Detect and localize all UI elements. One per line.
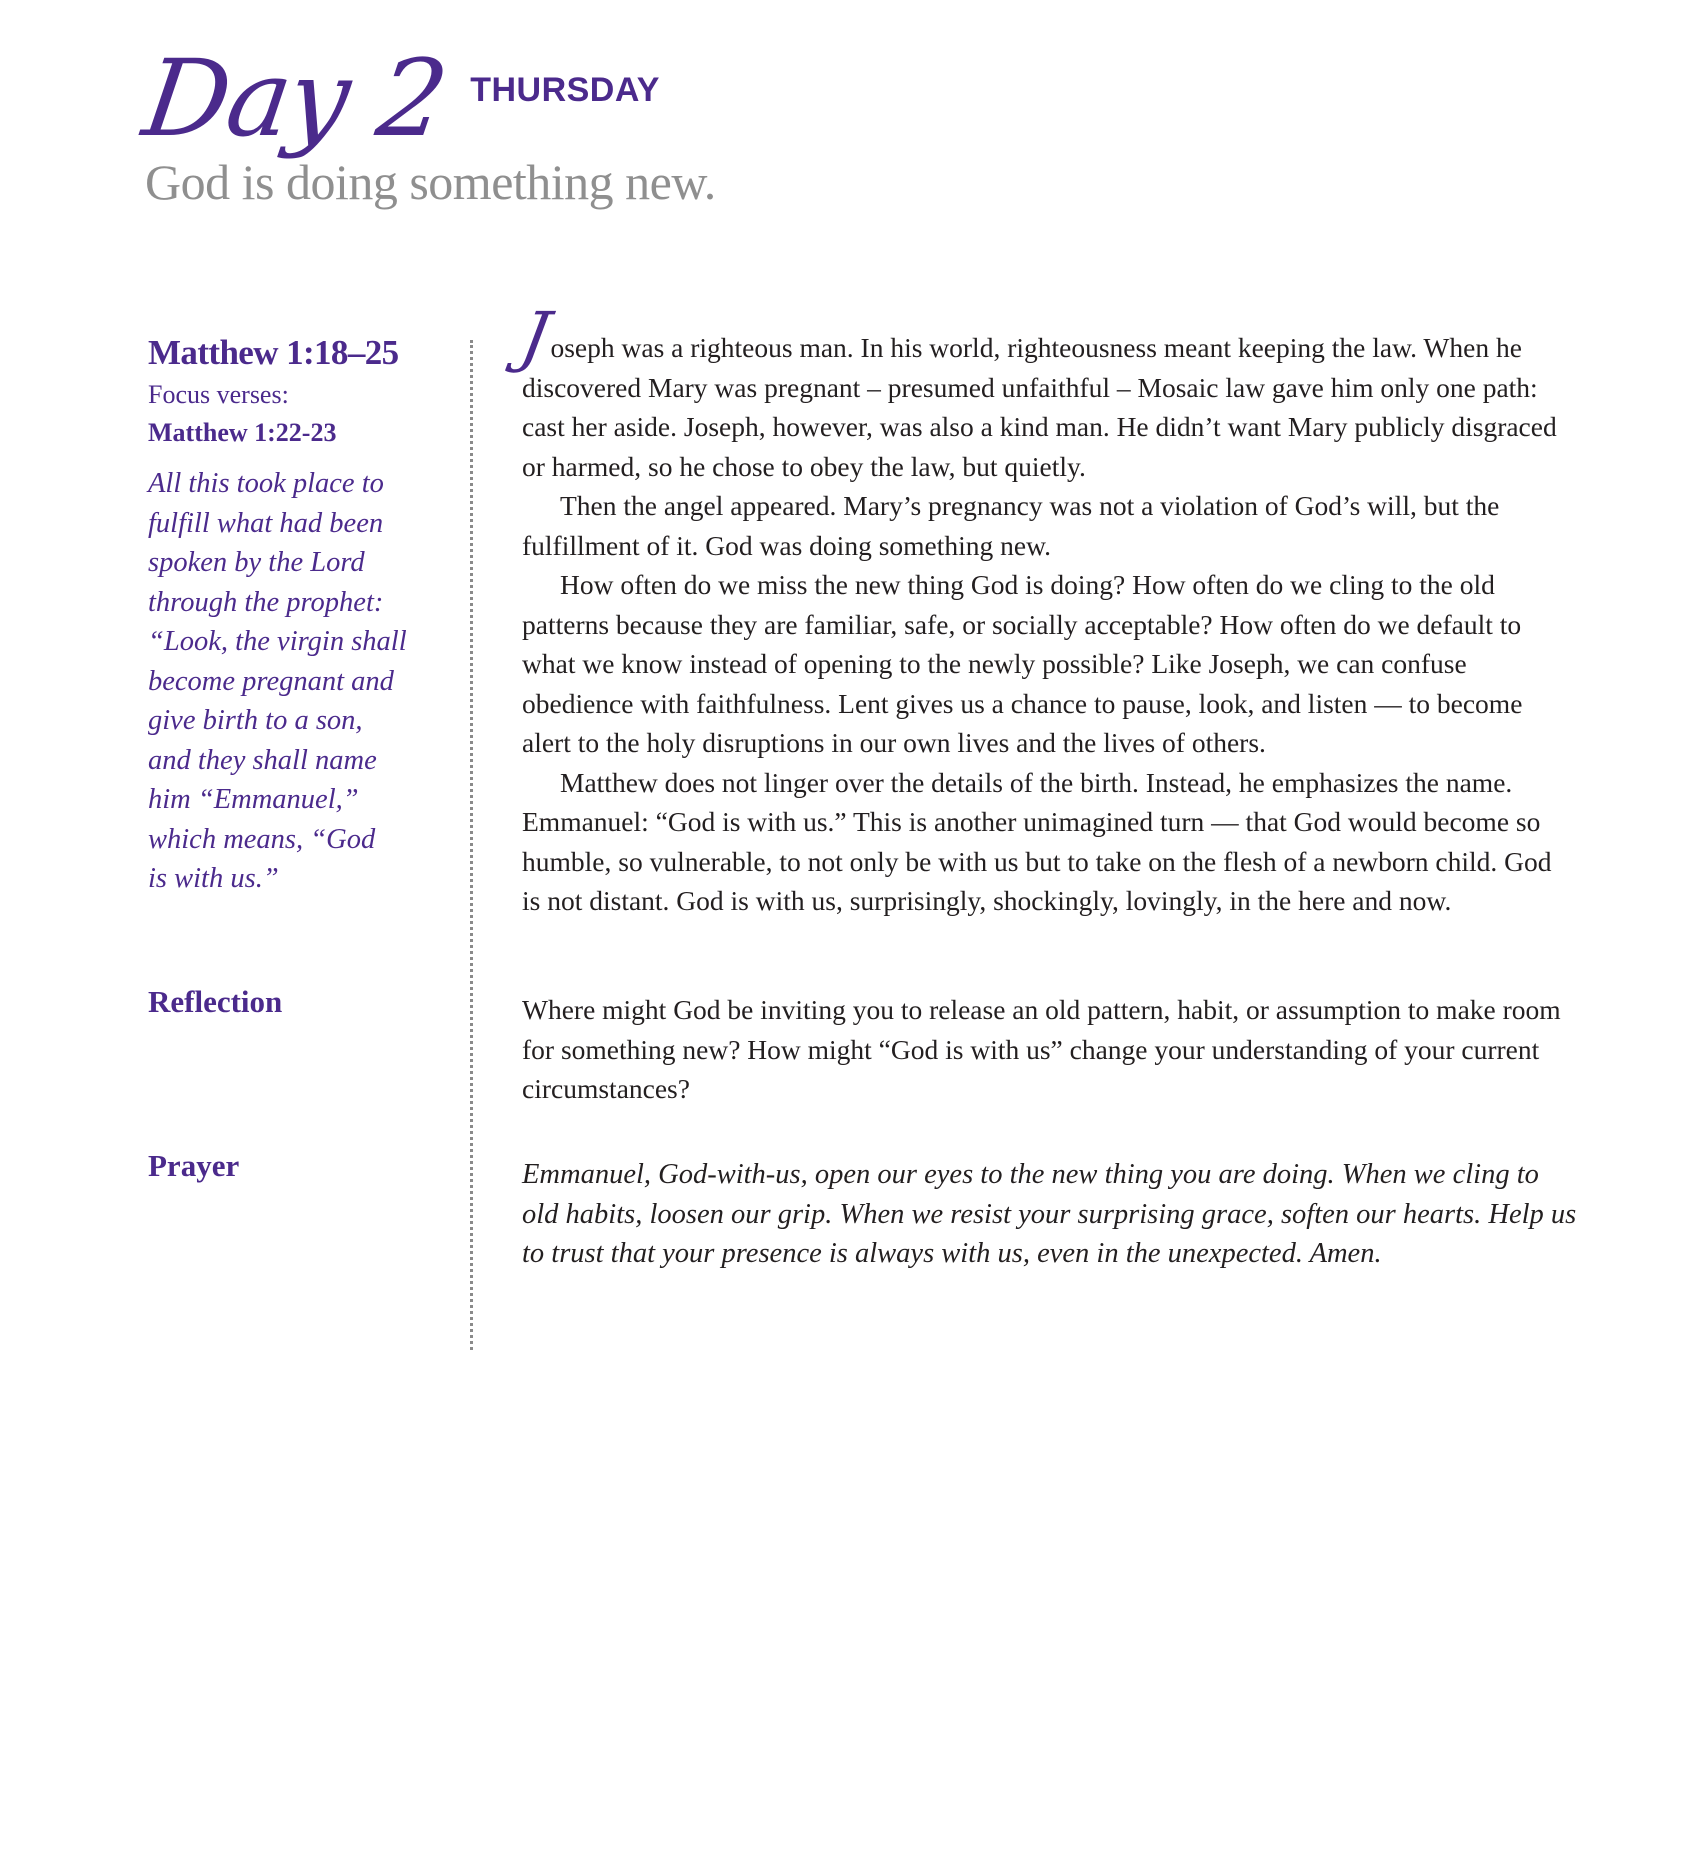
- paragraph-1: Joseph was a righteous man. In his world, righteousness meant keeping the law. When he discovered Mary was pregnant – presumed unfaithful – Mosaic law gave him only one path: cast her aside. Joseph, however, was also a kind man. He didn’t want Mary publicly disgraced or harmed, so he chose to obey the law, but quietly.: [515, 298, 1557, 482]
- day-title-row: [136, 22, 660, 160]
- reflection-text: Where might God be inviting you to release an old pattern, habit, or assumption to make room for something new? How might “God is with us” change your understanding of your current circumstances?: [522, 994, 1561, 1104]
- paragraph-4: Matthew does not linger over the details of the birth. Instead, he emphasizes the name. Emmanuel: “God is with us.” This is another unimagined turn — that God would become so humble, so vulnerable, to not only be with us but to take on the flesh of a newborn child. God is not distant. God is with us, surprisingly, shockingly, lovingly, in the here and now.: [522, 766, 1552, 916]
- devotional-body: [515, 298, 1572, 921]
- prayer-text: Emmanuel, God-with-us, open our eyes to the new thing you are doing. When we cling to old habits, loosen our grip. When we resist your surprising grace, soften our hearts. Help us to trust that your presence is always with us, even in the unexpected. Amen.: [522, 1159, 1577, 1269]
- paragraph-3: How often do we miss the new thing God is doing? How often do we cling to the old patterns because they are familiar, safe, or socially acceptable? How often do we default to what we know instead of opening to the newly possible? Like Joseph, we can confuse obedience with faithfulness. Lent gives us a chance to pause, look, and listen — to become alert to the holy disruptions in our own lives and the lives of others.: [522, 569, 1523, 758]
- day-title: Day 2: [136, 37, 453, 160]
- sidebar: [148, 332, 448, 899]
- page-subtitle: God is doing something new.: [145, 154, 716, 210]
- scripture-quote: All this took place to fulfill what had been spoken by the Lord through the prophet: “Look, the virgin shall become pregnant and give birth to a son, and they shall name him “Emmanuel,” which means, “God is with us.”: [148, 468, 407, 894]
- page-header: [136, 22, 1595, 222]
- paragraph-2: Then the angel appeared. Mary’s pregnancy was not a violation of God’s will, but the fulfillment of it. God was doing something new.: [522, 490, 1500, 561]
- passage-reference: Matthew 1:18–25: [148, 333, 399, 372]
- paragraph-1-text: oseph was a righteous man. In his world, righteousness meant keeping the law. When he discovered Mary was pregnant – presumed unfaithful – Mosaic law gave him only one path: cast her aside. Joseph, however, was also a kind man. He didn’t want Mary publicly disgraced or harmed, so he chose to obey the law, but quietly.: [522, 332, 1557, 482]
- focus-verses-label: Focus verses:: [148, 380, 289, 409]
- dotted-divider: [470, 340, 473, 1350]
- prayer-heading: Prayer: [148, 1148, 240, 1183]
- weekday-label: THURSDAY: [470, 71, 660, 109]
- focus-verses-reference: Matthew 1:22-23: [148, 418, 337, 447]
- reflection-heading: Reflection: [148, 984, 283, 1019]
